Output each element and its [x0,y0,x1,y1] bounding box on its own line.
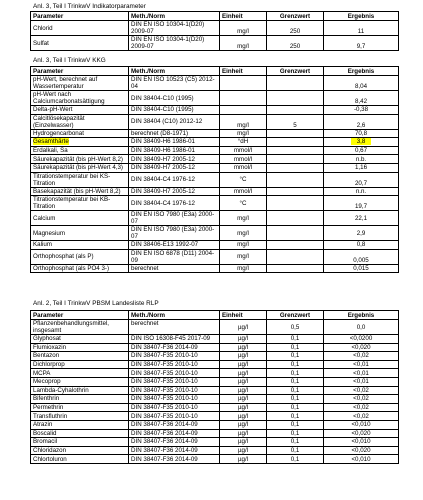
cell-unit: µg/l [220,352,267,361]
cell-parameter: Orthophosphat (als P) [31,249,129,264]
cell-unit: mg/l [220,129,267,138]
cell-result: <0,020 [324,429,399,438]
header-limit: Grenzwert [267,67,324,76]
table-row [31,187,399,196]
cell-result: <0,0200 [324,335,399,344]
cell-result: <0,01 [324,369,399,378]
table-row [31,172,399,187]
cell-parameter: Dichlorprop [31,360,129,369]
cell-method: DIN 38407-F36 2014-09 [129,343,220,352]
cell-unit [220,91,267,106]
cell-result: 8,04 [324,76,399,91]
table-row [31,412,399,421]
cell-parameter: Boscalid [31,429,129,438]
header-result: Ergebnis [324,12,399,21]
cell-method: DIN 38407-F35 2010-10 [129,352,220,361]
cell-unit [220,106,267,115]
cell-unit [220,76,267,91]
cell-result: 11 [324,21,399,36]
cell-method: DIN 38407-F35 2010-10 [129,377,220,386]
cell-parameter: Delta-pH-Wert [31,106,129,115]
cell-unit: mmol/l [220,187,267,196]
cell-unit: µg/l [220,446,267,455]
cell-limit: 0,1 [267,377,324,386]
table-row [31,264,399,273]
cell-result: -0,38 [324,106,399,115]
header-unit: Einheit [220,311,267,320]
cell-result: 0,8 [324,241,399,250]
cell-unit: µg/l [220,335,267,344]
header-unit: Einheit [220,67,267,76]
table-row [31,249,399,264]
table-pbsm [30,310,399,464]
cell-unit: µg/l [220,377,267,386]
cell-unit: mmol/l [220,146,267,155]
table-row [31,320,399,335]
cell-method: DIN 38407-F36 2014-09 [129,429,220,438]
cell-parameter: pH-Wert, berechnet auf Wassertemperatur [31,76,129,91]
cell-limit [267,138,324,147]
cell-limit: 0,1 [267,455,324,464]
cell-result: <0,010 [324,420,399,429]
cell-limit: 0,5 [267,320,324,335]
table-row [31,455,399,464]
cell-result: <0,02 [324,403,399,412]
table-header-row [31,67,399,76]
table-row [31,196,399,211]
cell-result: 70,8 [324,129,399,138]
table-row-highlighted [31,138,399,147]
cell-method: DIN 38404-C4 1976-12 [129,196,220,211]
cell-parameter: Kalium [31,241,129,250]
header-result: Ergebnis [324,67,399,76]
table-row [31,21,399,36]
cell-parameter: Calcium [31,211,129,226]
cell-method: DIN 38409-H7 2005-12 [129,163,220,172]
section-title-indikatorparameter: Anl. 3, Teil I TrinkwV Indikatorparameter [33,3,146,10]
cell-limit [267,211,324,226]
cell-parameter: Bentazon [31,352,129,361]
section-title-kkg: Anl. 3, Teil I TrinkwV KKG [33,57,106,64]
table-row [31,91,399,106]
cell-parameter: Permethrin [31,403,129,412]
cell-unit: mmol/l [220,163,267,172]
cell-unit: mg/l [220,36,267,51]
table-row [31,369,399,378]
cell-limit [267,196,324,211]
cell-unit: µg/l [220,455,267,464]
cell-result: 0,005 [324,249,399,264]
cell-limit [267,187,324,196]
cell-unit: µg/l [220,320,267,335]
cell-result: n.n. [324,187,399,196]
cell-limit: 0,1 [267,335,324,344]
cell-limit: 0,1 [267,446,324,455]
cell-unit: µg/l [220,343,267,352]
header-limit: Grenzwert [267,311,324,320]
cell-result: <0,02 [324,386,399,395]
cell-unit: mmol/l [220,155,267,164]
cell-unit: µg/l [220,369,267,378]
table-row [31,155,399,164]
cell-limit: 0,1 [267,438,324,447]
cell-method: DIN 38407-F35 2010-10 [129,395,220,404]
cell-parameter: Chlortoluron [31,455,129,464]
cell-result: 1,16 [324,163,399,172]
cell-result: <0,02 [324,352,399,361]
cell-limit: 0,1 [267,395,324,404]
cell-method: DIN EN ISO 10304-1(D20) 2009-07 [129,36,220,51]
cell-method: DIN EN ISO 7980 (E3a) 2000-07 [129,211,220,226]
cell-result: 20,7 [324,172,399,187]
cell-unit: mg/l [220,264,267,273]
cell-result: 22,1 [324,211,399,226]
table-row [31,386,399,395]
cell-limit [267,241,324,250]
header-parameter: Parameter [31,12,129,21]
table-row [31,163,399,172]
cell-parameter [31,138,129,147]
header-method: Meth./Norm [129,311,220,320]
cell-limit: 250 [267,36,324,51]
cell-limit: 0,1 [267,420,324,429]
table-row [31,429,399,438]
cell-unit: mg/l [220,211,267,226]
table-row [31,335,399,344]
cell-parameter: Chloridazon [31,446,129,455]
table-row [31,226,399,241]
cell-method: DIN ISO 16308-F45 2017-09 [129,335,220,344]
cell-unit: °C [220,196,267,211]
cell-limit: 0,1 [267,429,324,438]
table-row [31,377,399,386]
cell-method: DIN 38407-F36 2014-09 [129,455,220,464]
cell-method: DIN 38407-F35 2010-10 [129,412,220,421]
cell-method: DIN 38407-F35 2010-10 [129,386,220,395]
cell-method: DIN 38407-F36 2014-09 [129,438,220,447]
cell-limit [267,163,324,172]
cell-parameter: Flumioxazin [31,343,129,352]
cell-limit: 0,1 [267,403,324,412]
cell-method: DIN 38407-F35 2010-10 [129,360,220,369]
cell-parameter: Glyphosat [31,335,129,344]
cell-parameter: Pflanzenbehandlungsmittel, insgesamt [31,320,129,335]
cell-result: 0,015 [324,264,399,273]
cell-unit: °C [220,172,267,187]
cell-parameter: Säurekapazität (bis pH-Wert 8,2) [31,155,129,164]
cell-method: DIN 38407-F36 2014-09 [129,420,220,429]
cell-result: 2,9 [324,226,399,241]
cell-limit: 5 [267,114,324,129]
table-row [31,395,399,404]
cell-unit: µg/l [220,420,267,429]
cell-method: DIN EN ISO 10304-1(D20) 2009-07 [129,21,220,36]
cell-method: berechnet [129,320,220,335]
cell-parameter: Lambda-Cyhalothrin [31,386,129,395]
cell-parameter: Orthophosphat (als PO4 3-) [31,264,129,273]
cell-unit: µg/l [220,429,267,438]
table-kkg [30,66,399,273]
cell-parameter: Chlorid [31,21,129,36]
table-row [31,360,399,369]
table-row [31,446,399,455]
table-header-row [31,12,399,21]
cell-method: DIN 38406-E13 1992-07 [129,241,220,250]
table-row [31,403,399,412]
cell-parameter: Erdalkali, Sa [31,146,129,155]
cell-unit: mg/l [220,226,267,241]
cell-parameter: Transfluthrin [31,412,129,421]
cell-unit: µg/l [220,386,267,395]
cell-unit: µg/l [220,360,267,369]
cell-limit: 250 [267,21,324,36]
cell-limit: 0,1 [267,412,324,421]
cell-method: DIN 38409-H6 1986-01 [129,138,220,147]
cell-result: <0,01 [324,360,399,369]
cell-method: berechnet [129,264,220,273]
table-row [31,343,399,352]
cell-parameter: Bromacil [31,438,129,447]
cell-method: DIN 38409-H6 1986-01 [129,146,220,155]
cell-unit: mg/l [220,114,267,129]
cell-parameter: Bifenthrin [31,395,129,404]
cell-result: <0,020 [324,446,399,455]
cell-method: DIN 38404-C10 (1995) [129,91,220,106]
cell-method: DIN 38404-C10 (1995) [129,106,220,115]
header-parameter: Parameter [31,67,129,76]
cell-parameter: Sulfat [31,36,129,51]
cell-parameter: Säurekapazität (bis pH-Wert 4,3) [31,163,129,172]
table-row [31,438,399,447]
table-row [31,76,399,91]
cell-result: <0,01 [324,377,399,386]
cell-parameter: Titrationstemperatur bei KB-Titration [31,196,129,211]
table-row [31,129,399,138]
cell-method: DIN 38409-H7 2005-12 [129,155,220,164]
cell-limit [267,249,324,264]
header-method: Meth./Norm [129,12,220,21]
cell-limit [267,172,324,187]
cell-unit: mg/l [220,21,267,36]
header-method: Meth./Norm [129,67,220,76]
table-row [31,211,399,226]
cell-result: n.b. [324,155,399,164]
table-row [31,420,399,429]
cell-limit [267,226,324,241]
cell-method: DIN 38407-F35 2010-10 [129,369,220,378]
cell-result: <0,020 [324,343,399,352]
cell-method: berechnet (D8-1971) [129,129,220,138]
cell-method: DIN 38409-H7 2005-12 [129,187,220,196]
highlighted-result: 3,8 [351,138,372,145]
cell-limit: 0,1 [267,343,324,352]
cell-unit: µg/l [220,412,267,421]
cell-parameter: Mecoprop [31,377,129,386]
section-title-pbsm: Anl. 2, Teil I TrinkwV PBSM Landesliste RLP [33,300,159,307]
header-unit: Einheit [220,12,267,21]
cell-limit: 0,1 [267,352,324,361]
cell-limit [267,146,324,155]
highlighted-parameter: Gesamthärte [33,138,69,146]
cell-result: 9,7 [324,36,399,51]
cell-limit [267,155,324,164]
cell-result: <0,010 [324,455,399,464]
cell-parameter: Basekapazität (bis pH-Wert 8,2) [31,187,129,196]
cell-limit [267,129,324,138]
table-row [31,114,399,129]
table-indikatorparameter [30,11,399,51]
cell-method: DIN 38404-C4 1976-12 [129,172,220,187]
table-row [31,36,399,51]
cell-method: DIN 38407-F36 2014-09 [129,446,220,455]
cell-parameter: Atrazin [31,420,129,429]
cell-parameter: Calcitlösekapazität (Einzelwasser) [31,114,129,129]
cell-parameter: Titrationstemperatur bei KS-Titration [31,172,129,187]
cell-limit [267,106,324,115]
cell-unit: µg/l [220,403,267,412]
cell-unit: °dH [220,138,267,147]
cell-limit [267,76,324,91]
cell-parameter: MCPA [31,369,129,378]
header-result: Ergebnis [324,311,399,320]
cell-result: 0,67 [324,146,399,155]
cell-parameter: Hydrogencarbonat [31,129,129,138]
cell-method: DIN 38407-F35 2010-10 [129,403,220,412]
cell-result: <0,02 [324,395,399,404]
header-parameter: Parameter [31,311,129,320]
cell-parameter: pH-Wert nach Calciumcarbonatsättigung [31,91,129,106]
cell-result [324,138,399,147]
table-row [31,106,399,115]
cell-method: DIN EN ISO 10523 (C5) 2012-04 [129,76,220,91]
cell-method: DIN EN ISO 6878 (D11) 2004-09 [129,249,220,264]
cell-result: 19,7 [324,196,399,211]
cell-method: DIN EN ISO 7980 (E3a) 2000-07 [129,226,220,241]
cell-unit: mg/l [220,249,267,264]
cell-unit: mg/l [220,241,267,250]
cell-result: 2,6 [324,114,399,129]
cell-limit [267,264,324,273]
cell-limit [267,91,324,106]
table-row [31,352,399,361]
cell-unit: µg/l [220,438,267,447]
header-limit: Grenzwert [267,12,324,21]
cell-result: 8,42 [324,91,399,106]
cell-limit: 0,1 [267,360,324,369]
cell-parameter: Magnesium [31,226,129,241]
cell-result: <0,02 [324,412,399,421]
table-row [31,241,399,250]
cell-limit: 0,1 [267,386,324,395]
cell-unit: µg/l [220,395,267,404]
cell-result: <0,010 [324,438,399,447]
cell-method: DIN 38404 (C10) 2012-12 [129,114,220,129]
table-header-row [31,311,399,320]
cell-limit: 0,1 [267,369,324,378]
cell-result: 0,0 [324,320,399,335]
table-row [31,146,399,155]
